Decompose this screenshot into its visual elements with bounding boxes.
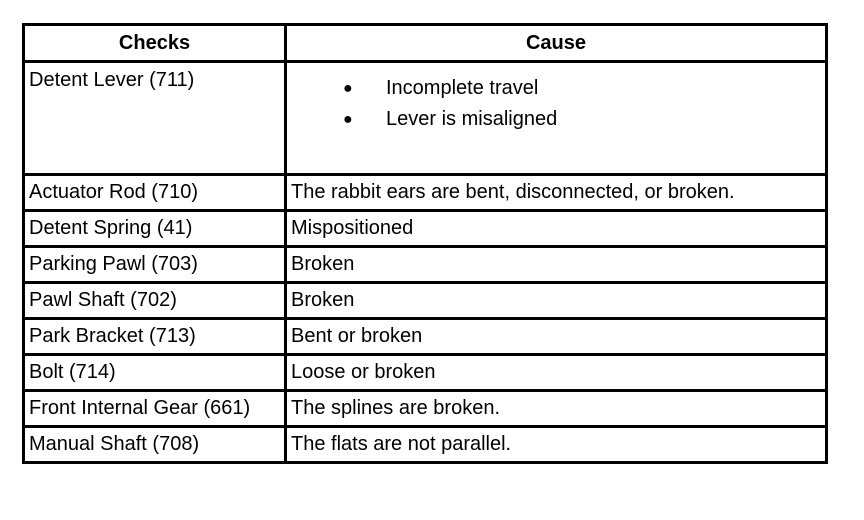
check-cell: Detent Lever (711): [24, 62, 286, 175]
table-row: [24, 211, 827, 247]
table-row: [24, 247, 827, 283]
cause-cell: Broken: [286, 247, 827, 283]
table-row: [24, 427, 827, 463]
check-cell: Front Internal Gear (661): [24, 391, 286, 427]
cause-list-item: [291, 73, 821, 104]
table-row: [24, 391, 827, 427]
cause-cell: [286, 62, 827, 175]
table-row: [24, 355, 827, 391]
cause-list-text: Lever is misaligned: [386, 108, 558, 130]
cause-cell: Broken: [286, 283, 827, 319]
cause-cell: The splines are broken.: [286, 391, 827, 427]
check-cell: Bolt (714): [24, 355, 286, 391]
cause-list-item: [291, 104, 821, 135]
check-cell: Parking Pawl (703): [24, 247, 286, 283]
checks-header: Checks: [24, 25, 286, 62]
cause-cell: Mispositioned: [286, 211, 827, 247]
bullet-icon: ●: [343, 111, 353, 128]
check-cell: Park Bracket (713): [24, 319, 286, 355]
cause-bullet-list: [291, 73, 821, 135]
header-row: [24, 25, 827, 62]
cause-cell: Bent or broken: [286, 319, 827, 355]
table-row: [24, 62, 827, 175]
cause-cell: Loose or broken: [286, 355, 827, 391]
table-row: [24, 319, 827, 355]
check-cell: Manual Shaft (708): [24, 427, 286, 463]
cause-cell: The flats are not parallel.: [286, 427, 827, 463]
check-cell: Pawl Shaft (702): [24, 283, 286, 319]
table-row: [24, 283, 827, 319]
check-cell: Actuator Rod (710): [24, 175, 286, 211]
cause-header: Cause: [286, 25, 827, 62]
diagnostic-table: [22, 23, 828, 464]
table-row: [24, 175, 827, 211]
cause-list-text: Incomplete travel: [386, 77, 539, 99]
check-cell: Detent Spring (41): [24, 211, 286, 247]
bullet-icon: ●: [343, 80, 353, 97]
cause-cell: The rabbit ears are bent, disconnected, or broken.: [286, 175, 827, 211]
